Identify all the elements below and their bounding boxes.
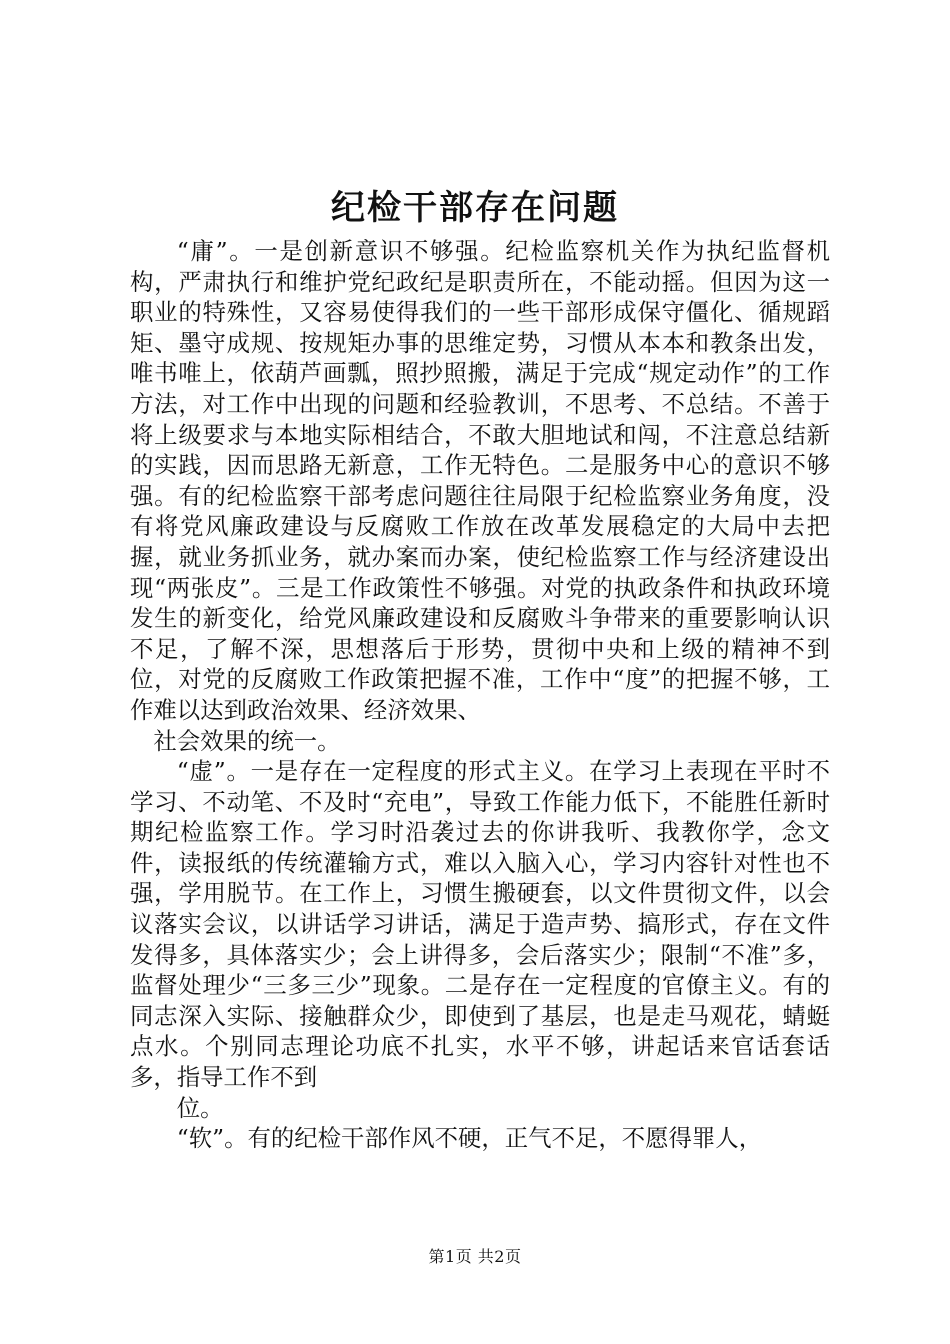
- paragraph-ruan: “软”。有的纪检干部作风不硬，正气不足，不愿得罪人，: [176, 1124, 763, 1153]
- paragraph-yong-tail: 社会效果的统一。: [153, 726, 341, 755]
- paragraph-yong: “庸”。一是创新意识不够强。纪检监察机关作为执纪监督机构，严肃执行和维护党纪政纪是职责所在，不能动摇。但因为这一职业的特殊性，又容易使得我们的一些干部形成保守僵化、循规蹈矩、墨守成规、按规矩办事的思维定势，习惯从本本和教条出发，唯书唯上，依葫芦画瓢，照抄照搬，满足于完成“规定动作”的工作方法，对工作中出现的问题和经验教训，不思考、不总结。不善于将上级要求与本地实际相结合，不敢大胆地试和闯，不注意总结新的实践，因而思路无新意，工作无特色。二是服务中心的意识不够强。有的纪检监察干部考虑问题往往局限于纪检监察业务角度，没有将党风廉政建设与反腐败工作放在改革发展稳定的大局中去把握，就业务抓业务，就办案而办案，使纪检监察工作与经济建设出现“两张皮”。三是工作政策性不够强。对党的执政条件和执政环境发生的新变化，给党风廉政建设和反腐败斗争带来的重要影响认识不足，了解不深，思想落后于形势，贯彻中央和上级的精神不到位，对党的反腐败工作政策把握不准，工作中“度”的把握不够，工作难以达到政治效果、经济效果、: [130, 237, 830, 724]
- document-title: 纪检干部存在问题: [331, 188, 619, 228]
- paragraph-xu-tail: 位。: [176, 1093, 224, 1122]
- page-number-footer: 第1页 共2页: [428, 1247, 522, 1266]
- paragraph-xu: “虚”。一是存在一定程度的形式主义。在学习上表现在平时不学习、不动笔、不及时“充电”，导致工作能力低下，不能胜任新时期纪检监察工作。学习时沿袭过去的你讲我听、我教你学，念文件，读报纸的传统灌输方式，难以入脑入心，学习内容针对性也不强，学用脱节。在工作上，习惯生搬硬套，以文件贯彻文件，以会议落实会议，以讲话学习讲话，满足于造声势、搞形式，存在文件发得多，具体落实少；会上讲得多，会后落实少；限制“不准”多，监督处理少“三多三少”现象。二是存在一定程度的官僚主义。有的同志深入实际、接触群众少，即使到了基层，也是走马观花，蜻蜓点水。个别同志理论功底不扎实，水平不够，讲起话来官话套话多，指导工作不到: [130, 757, 830, 1092]
- document-body: [130, 236, 830, 1154]
